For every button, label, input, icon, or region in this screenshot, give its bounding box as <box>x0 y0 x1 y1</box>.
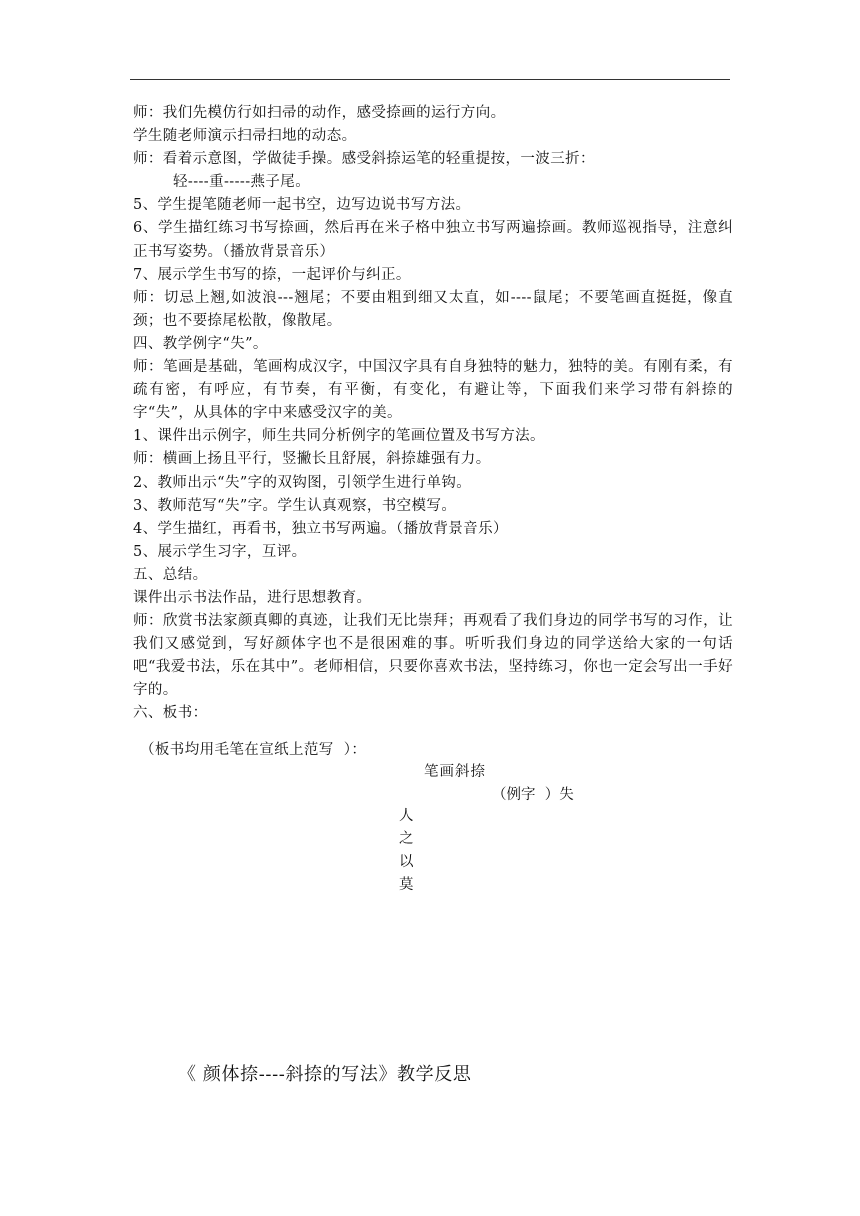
lesson-body <box>133 102 733 726</box>
header-rule <box>130 79 730 80</box>
board-title: 笔画斜捺 <box>424 764 486 780</box>
paragraph: 轻----重-----燕子尾。 <box>173 174 311 191</box>
paragraph: 2、教师出示“失”字的双钩图，引领学生进行单钩。 <box>133 474 472 491</box>
board-vertical-char: 莫 <box>399 877 414 894</box>
paragraph: 学生随老师演示扫帚扫地的动态。 <box>133 128 357 145</box>
section-heading: 五、总结。 <box>133 566 208 583</box>
paragraph: 课件出示书法作品，进行思想教育。 <box>133 589 372 606</box>
paragraph: 5、学生提笔随老师一起书空，边写边说书写方法。 <box>133 197 471 214</box>
board-vertical-text <box>399 805 419 897</box>
paragraph: 4、学生描红，再看书，独立书写两遍。（播放背景音乐） <box>133 520 508 537</box>
paragraph: 1、课件出示例字，师生共同分析例字的笔画位置及书写方法。 <box>133 428 545 445</box>
board-vertical-char: 以 <box>399 854 414 871</box>
paragraph: 师：欣赏书法家颜真卿的真迹，让我们无比崇拜；再观看了我们身边的同学书写的习作，让我们又感觉到，写好颜体字也不是很困难的事。听听我们身边的同学送给大家的一句话吧“我爱书法，乐在其中”。老师相信，只要你喜欢书法，坚持练习，你也一定会写出一手好字的。 <box>133 613 733 699</box>
section-heading: 四、教学例字“失”。 <box>133 335 268 352</box>
board-note: （板书均用毛笔在宣纸上范写 ）： <box>140 742 367 758</box>
paragraph: 3、教师范写“失”字。学生认真观察，书空模写。 <box>133 497 457 514</box>
paragraph: 师：切忌上翘,如波浪---翘尾；不要由粗到细又太直，如----鼠尾；不要笔画直挺挺，像直颈；也不要捺尾松散，像散尾。 <box>133 289 733 329</box>
section-heading: 六、板书： <box>133 705 208 722</box>
paragraph: 6、学生描红练习书写捺画，然后再在米子格中独立书写两遍捺画。教师巡视指导，注意纠正书写姿势。（播放背景音乐） <box>133 220 733 260</box>
paragraph: 师：横画上扬且平行，竖撇长且舒展，斜捺雄强有力。 <box>133 451 491 468</box>
paragraph: 师：我们先模仿行如扫帚的动作，感受捺画的运行方向。 <box>133 105 506 121</box>
paragraph: 5、展示学生习字，互评。 <box>133 543 307 560</box>
board-vertical-char: 之 <box>399 831 414 848</box>
board-vertical-char: 人 <box>399 808 414 824</box>
paragraph: 7、展示学生书写的捺，一起评价与纠正。 <box>133 266 411 283</box>
paragraph: 师：看着示意图，学做徒手操。感受斜捺运笔的轻重提按，一波三折： <box>133 151 595 168</box>
reflection-title: 《 颜体捺----斜捺的写法》教学反思 <box>178 1064 472 1085</box>
paragraph: 师：笔画是基础，笔画构成汉字，中国汉字具有自身独特的魅力，独特的美。有刚有柔，有疏有密，有呼应，有节奏，有平衡，有变化，有避让等，下面我们来学习带有斜捺的字“失”，从具体的字中来感受汉字的美。 <box>133 359 733 422</box>
board-example-char: （例字 ）失 <box>492 787 574 803</box>
